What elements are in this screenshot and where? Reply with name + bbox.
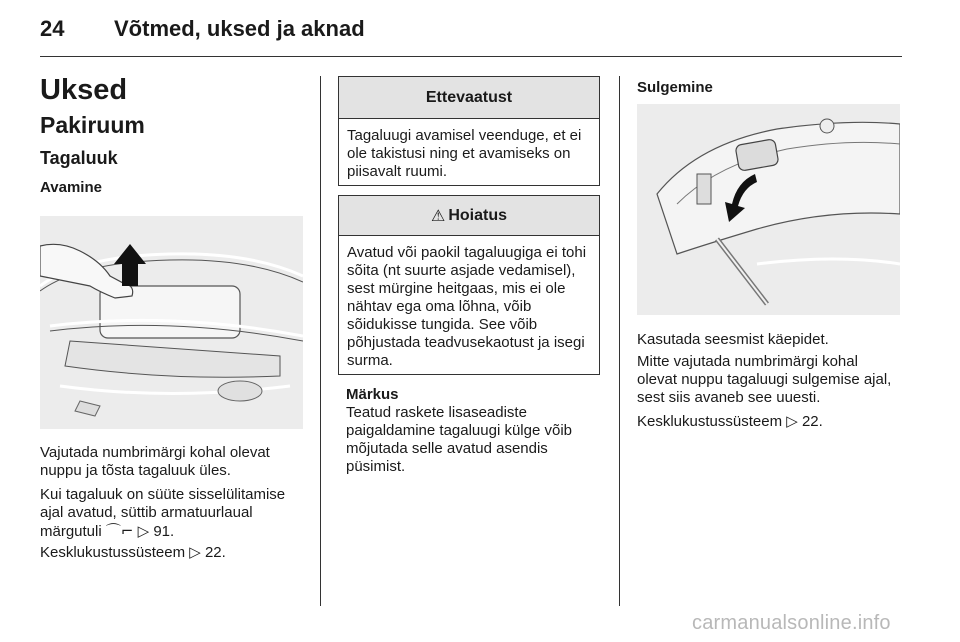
- closing-heading: Sulgemine: [637, 79, 713, 96]
- caution-text: Tagaluugi avamisel veenduge, et ei ole takistusi ning et avamiseks on piisavalt ruumi.: [347, 127, 582, 180]
- central-locking-text: Kesklukustussüsteem: [40, 544, 186, 561]
- paragraph-central-locking-2: [637, 412, 902, 431]
- caution-title: Ettevaatust: [339, 77, 599, 119]
- warning-box: [338, 195, 600, 375]
- central-locking-text: Kesklukustussüsteem: [637, 413, 783, 430]
- note-block: [346, 386, 606, 476]
- page-reference: 22.: [801, 413, 823, 430]
- column-3: [637, 78, 902, 98]
- caution-box: [338, 76, 600, 186]
- warning-header: [339, 196, 599, 236]
- paragraph-open-instruction: Vajutada numbrimärgi kohal olevat nuppu ja tõsta tagaluuk üles.: [40, 444, 270, 479]
- tailgate-closing-illustration: [637, 104, 900, 315]
- page-reference: 91.: [153, 523, 175, 540]
- warning-text: Avatud või paokil tagaluugiga ei tohi sõita (nt suurte asjade vedamisel), sest mürgine heitgaas, mis ei ole nähtav ega oma lõhna, võib sõidukisse tungida. See võib põhjustada teadvusekaotust ja isegi surma.: [347, 244, 587, 369]
- paragraph-do-not-press-button: Mitte vajutada numbrimärgi kohal olevat nuppu tagaluugi sulgemise ajal, sest siis avaneb see uuesti.: [637, 353, 892, 406]
- column-1: [40, 72, 305, 198]
- column-divider-2: [619, 76, 620, 606]
- tailgate-open-lamp-icon: ⌒⌐: [105, 522, 134, 540]
- paragraph-use-inner-handle: Kasutada seesmist käepidet.: [637, 331, 829, 348]
- note-text: Teatud raskete lisaseadiste paigaldamine tagaluugi külge võib mõjutada selle avatud asendis püsimist.: [346, 404, 572, 475]
- tailgate-opening-illustration: [40, 216, 303, 429]
- topic-heading: Tagaluuk: [40, 148, 118, 168]
- header-divider: [40, 56, 902, 57]
- page-ref-arrow-icon: ▷: [137, 522, 150, 540]
- page-number: 24: [40, 16, 65, 41]
- warning-lamp-text: Kui tagaluuk on süüte sisselülitamise ajal avatud, süttib armatuurlaual märgutuli: [40, 486, 286, 540]
- paragraph-warning-lamp: [40, 486, 310, 541]
- subsection-heading: Pakiruum: [40, 112, 145, 138]
- page-title: Võtmed, uksed ja aknad: [114, 16, 365, 41]
- note-title: Märkus: [346, 386, 399, 403]
- page-ref-arrow-icon: ▷: [786, 412, 798, 430]
- paragraph-central-locking: [40, 543, 310, 562]
- page-header: [40, 16, 365, 46]
- watermark: carmanualsonline.info: [692, 612, 891, 634]
- opening-heading: Avamine: [40, 179, 102, 196]
- warning-triangle-icon: ⚠: [430, 206, 446, 225]
- column-divider-1: [320, 76, 321, 606]
- page-ref-arrow-icon: ▷: [189, 543, 201, 561]
- warning-title: Hoiatus: [448, 206, 507, 224]
- section-heading: Uksed: [40, 74, 128, 106]
- page-reference: 22.: [204, 544, 226, 561]
